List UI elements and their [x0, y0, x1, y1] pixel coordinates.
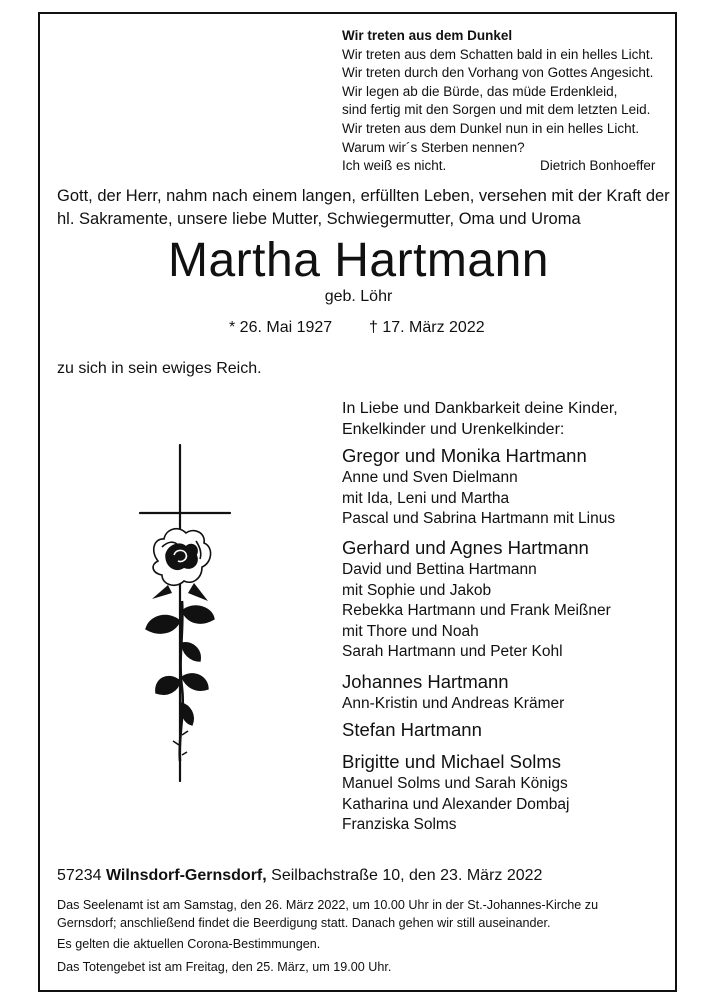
family-member: Manuel Solms und Sarah Königs [342, 775, 568, 792]
family-group [342, 749, 569, 836]
poem-line: Wir treten aus dem Dunkel nun in ein helles Licht. [342, 120, 640, 136]
poem-author: Dietrich Bonhoeffer [540, 158, 656, 174]
closing-line: zu sich in sein ewiges Reich. [57, 360, 262, 377]
intro-line: Gott, der Herr, nahm nach einem langen, erfüllten Leben, versehen mit der Kraft der [57, 187, 670, 205]
family-member: mit Ida, Leni und Martha [342, 489, 510, 507]
family-group [342, 669, 564, 715]
poem [342, 27, 656, 176]
family-member: Katharina und Alexander Dombaj [342, 795, 570, 813]
poem-title: Wir treten aus dem Dunkel [342, 28, 513, 43]
birth-date: * 26. Mai 1927 [229, 319, 333, 336]
family-head: Brigitte und Michael Solms [342, 751, 562, 772]
family-head: Johannes Hartmann [342, 671, 509, 692]
family-member: Rebekka Hartmann und Frank Meißner [342, 602, 611, 620]
death-date: † 17. März 2022 [369, 319, 485, 336]
poem-line: sind fertig mit den Sorgen und mit dem letzten Leid. [342, 102, 651, 118]
family-group [342, 443, 615, 530]
family-group [342, 717, 482, 742]
family-member: Ann-Kristin und Andreas Krämer [342, 695, 565, 712]
town: Wilnsdorf-Gernsdorf, [105, 867, 267, 884]
family-member: mit Sophie und Jakob [342, 581, 492, 599]
requiem-note [57, 897, 598, 932]
intro-text [57, 185, 670, 230]
deceased-name: Martha Hartmann [168, 234, 549, 287]
family-group [342, 535, 611, 663]
family-head: Stefan Hartmann [342, 719, 482, 740]
cross-with-rose-icon [138, 443, 238, 788]
postcode: 57234 [57, 867, 102, 884]
requiem-note-line: Gernsdorf; anschließend findet die Beerdigung statt. Danach gehen wir still auseinander. [57, 915, 551, 930]
family-member: mit Thore und Noah [342, 622, 479, 640]
birth-name: geb. Löhr [324, 288, 393, 305]
street-date: Seilbachstraße 10, den 23. März 2022 [271, 867, 543, 884]
family-member: Anne und Sven Dielmann [342, 469, 518, 486]
poem-line: Wir legen ab die Bürde, das müde Erdenkleid, [342, 83, 618, 99]
family-member: Pascal und Sabrina Hartmann mit Linus [342, 510, 616, 528]
poem-line: Wir treten durch den Vorhang von Gottes Angesicht. [342, 65, 654, 81]
poem-line: Ich weiß es nicht. [342, 158, 447, 174]
family-member: Franziska Solms [342, 816, 457, 834]
address-line [57, 866, 542, 886]
mourners-intro [342, 398, 618, 440]
family-member: David und Bettina Hartmann [342, 561, 537, 578]
family-head: Gerhard und Agnes Hartmann [342, 537, 589, 558]
family-member: Sarah Hartmann und Peter Kohl [342, 643, 563, 661]
mourners-intro-line: In Liebe und Dankbarkeit deine Kinder, [342, 400, 618, 417]
poem-line: Warum wir´s Sterben nennen? [342, 139, 525, 155]
poem-line: Wir treten aus dem Schatten bald in ein helles Licht. [342, 46, 654, 62]
requiem-note-line: Das Seelenamt ist am Samstag, den 26. März 2022, um 10.00 Uhr in der St.-Johannes-Kirche zu [57, 898, 599, 912]
mourners-intro-line: Enkelkinder und Urenkelkinder: [342, 421, 565, 438]
family-head: Gregor und Monika Hartmann [342, 445, 587, 466]
corona-note: Es gelten die aktuellen Corona-Bestimmungen. [57, 937, 321, 951]
intro-line: hl. Sakramente, unsere liebe Mutter, Schwiegermutter, Oma und Uroma [57, 209, 581, 228]
prayer-note: Das Totengebet ist am Freitag, den 25. März, um 19.00 Uhr. [57, 960, 392, 974]
